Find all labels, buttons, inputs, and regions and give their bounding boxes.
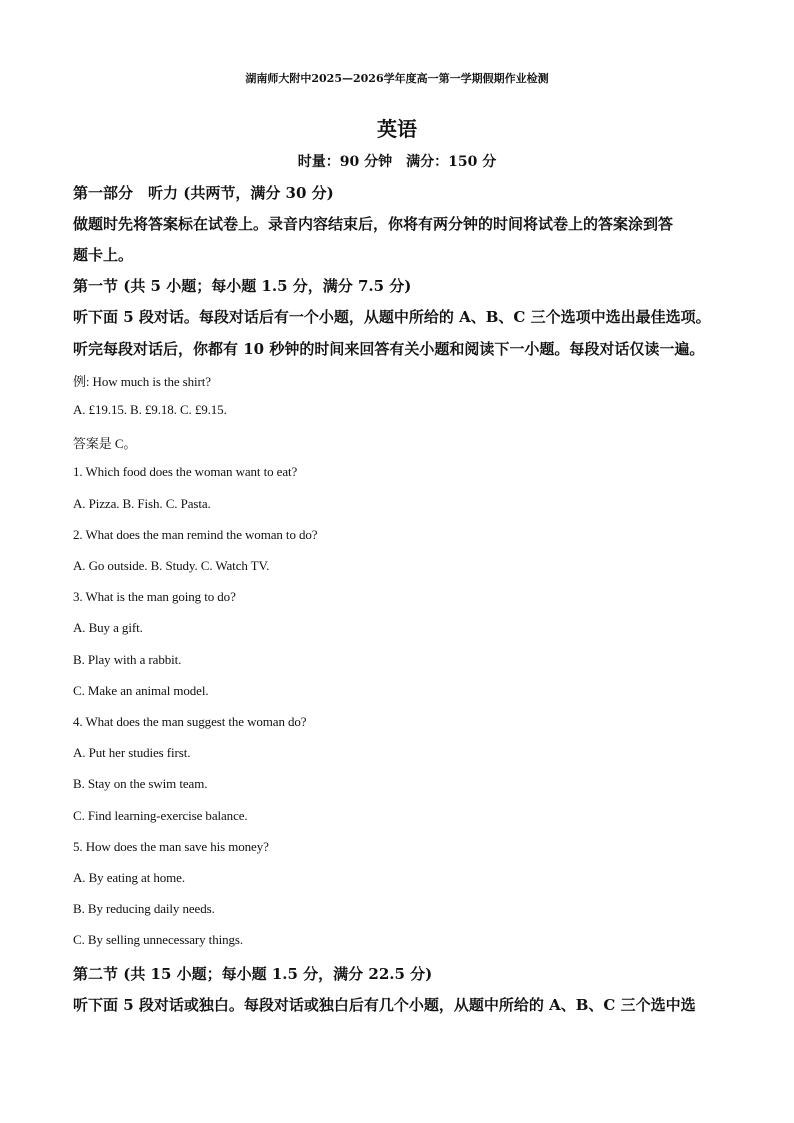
question-1: 1. Which food does the woman want to eat? — [73, 464, 298, 479]
example-options: A. £19.15. B. £9.18. C. £9.15. — [73, 402, 227, 417]
part1-instruction-line2: 题卡上。 — [73, 246, 134, 264]
exam-subject: 英语 — [377, 117, 417, 141]
question-4-option-b: B. Stay on the swim team. — [73, 776, 208, 791]
question-2-options: A. Go outside. B. Study. C. Watch TV. — [73, 558, 270, 573]
section1-instruction-line1: 听下面 5 段对话。每段对话后有一个小题，从题中所给的 A、B、C 三个选项中选出最佳选项。 — [73, 308, 711, 326]
example-question: 例: How much is the shirt? — [73, 374, 211, 389]
question-4-option-c: C. Find learning-exercise balance. — [73, 808, 248, 823]
question-1-options: A. Pizza. B. Fish. C. Pasta. — [73, 496, 211, 511]
question-3-option-c: C. Make an animal model. — [73, 683, 209, 698]
section2-instruction-line1: 听下面 5 段对话或独白。每段对话或独白后有几个小题，从题中所给的 A、B、C 三个选中选 — [73, 996, 696, 1014]
section1-instruction-line2: 听完每段对话后，你都有 10 秒钟的时间来回答有关小题和阅读下一小题。每段对话仅读一遍。 — [73, 340, 705, 358]
example-answer: 答案是 C。 — [73, 436, 137, 451]
question-3-option-b: B. Play with a rabbit. — [73, 652, 182, 667]
question-2: 2. What does the man remind the woman to do? — [73, 527, 318, 542]
question-4-option-a: A. Put her studies first. — [73, 745, 191, 760]
section2-heading: 第二节 (共 15 小题；每小题 1.5 分，满分 22.5 分) — [73, 965, 433, 983]
question-5-option-c: C. By selling unnecessary things. — [73, 932, 244, 947]
question-3: 3. What is the man going to do? — [73, 589, 236, 604]
question-5: 5. How does the man save his money? — [73, 839, 269, 854]
question-4: 4. What does the man suggest the woman do? — [73, 714, 307, 729]
exam-title: 湖南师大附中2025—2026学年度高一第一学期假期作业检测 — [245, 72, 549, 85]
question-5-option-b: B. By reducing daily needs. — [73, 901, 215, 916]
exam-meta: 时量：90 分钟 满分：150 分 — [297, 154, 497, 170]
part1-instruction-line1: 做题时先将答案标在试卷上。录音内容结束后，你将有两分钟的时间将试卷上的答案涂到答 — [73, 215, 674, 233]
section1-heading: 第一节 (共 5 小题；每小题 1.5 分，满分 7.5 分) — [73, 277, 412, 295]
question-3-option-a: A. Buy a gift. — [73, 620, 143, 635]
part1-heading: 第一部分 听力 (共两节，满分 30 分) — [73, 184, 334, 202]
question-5-option-a: A. By eating at home. — [73, 870, 185, 885]
